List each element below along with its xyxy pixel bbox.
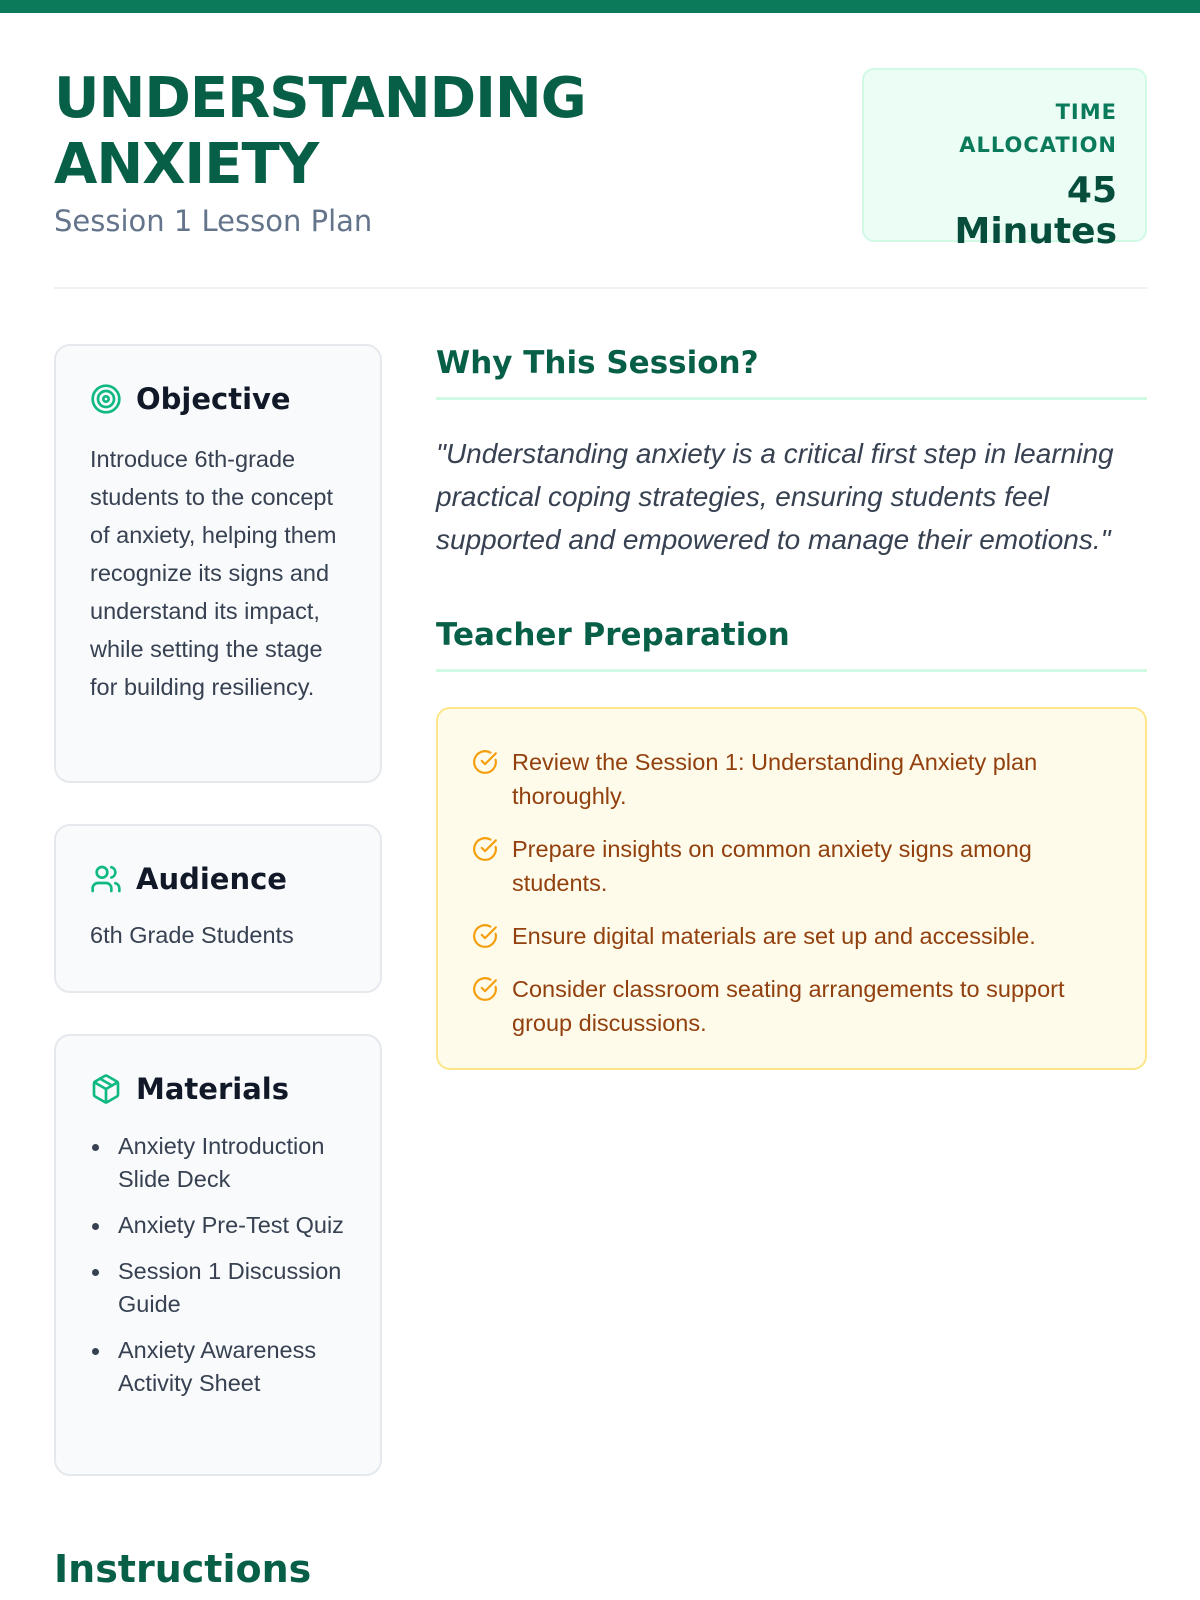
prep-item <box>472 745 1113 813</box>
page-title-line-1: UNDERSTANDING <box>54 66 586 131</box>
materials-title: Materials <box>136 1072 289 1106</box>
check-circle-icon <box>472 923 498 949</box>
materials-list <box>90 1130 348 1400</box>
audience-text: 6th Grade Students <box>90 922 294 948</box>
prep-item-text: Prepare insights on common anxiety signs among students. <box>512 836 1032 896</box>
prep-item-text: Consider classroom seating arrangements to support group discussions. <box>512 976 1065 1036</box>
page-title-line-2: ANXIETY <box>54 132 319 197</box>
why-quote: "Understanding anxiety is a critical first step in learning practical coping strategies, ensuring students feel supported and empowered to manage their emotions." <box>436 438 1114 555</box>
materials-list-item: Anxiety Introduction Slide Deck <box>90 1130 348 1196</box>
prep-item-text: Review the Session 1: Understanding Anxiety plan thoroughly. <box>512 749 1038 809</box>
materials-list-item: Session 1 Discussion Guide <box>90 1255 348 1321</box>
prep-item <box>472 832 1113 900</box>
page-subtitle: Session 1 Lesson Plan <box>54 204 373 238</box>
page-title <box>54 66 694 198</box>
instructions-title: Instructions <box>54 1547 312 1591</box>
time-allocation-label: TIME ALLOCATION <box>959 100 1117 157</box>
materials-card <box>54 1034 382 1476</box>
audience-title: Audience <box>136 862 287 896</box>
page-header <box>54 66 1147 252</box>
objective-header <box>90 382 348 416</box>
materials-list-item: Anxiety Pre-Test Quiz <box>90 1209 348 1242</box>
top-accent-bar <box>0 0 1200 13</box>
time-allocation-value: 45 Minutes <box>954 170 1117 252</box>
target-icon <box>90 383 122 415</box>
materials-list-item: Anxiety Awareness Activity Sheet <box>90 1334 348 1400</box>
prep-item <box>472 972 1113 1040</box>
users-icon <box>90 863 122 895</box>
objective-title: Objective <box>136 382 291 416</box>
check-circle-icon <box>472 976 498 1002</box>
objective-text: Introduce 6th-grade students to the concept of anxiety, helping them recognize its signs and understand its impact, while setting the stage for building resiliency. <box>90 446 337 700</box>
header-divider <box>54 287 1147 289</box>
prep-item <box>472 919 1113 953</box>
check-circle-icon <box>472 749 498 775</box>
why-section-title: Why This Session? <box>436 345 1147 400</box>
check-circle-icon <box>472 836 498 862</box>
prep-checklist <box>436 707 1147 1070</box>
objective-card <box>54 344 382 783</box>
time-allocation-card <box>862 68 1147 252</box>
package-icon <box>90 1073 122 1105</box>
prep-item-text: Ensure digital materials are set up and accessible. <box>512 923 1036 949</box>
materials-header <box>90 1072 348 1106</box>
prep-section-title: Teacher Preparation <box>436 617 1147 672</box>
audience-header <box>90 862 348 896</box>
audience-card <box>54 824 382 993</box>
